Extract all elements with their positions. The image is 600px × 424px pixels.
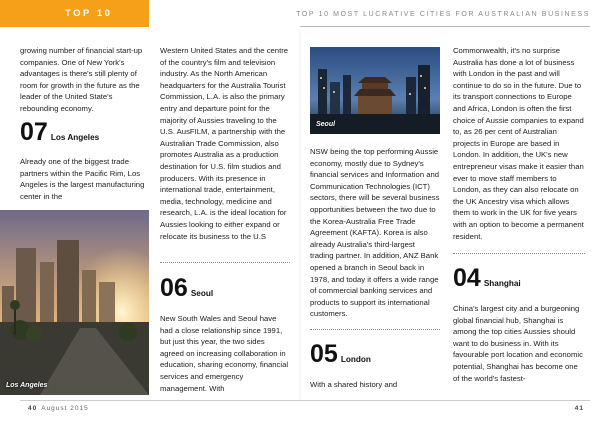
section-city: Seoul — [190, 289, 214, 298]
column-1-top-text: growing number of financial start-up companies. One of New York's advantages is there's still plenty of room for growth in the future as the leader of the United State's rebounding economy. — [20, 46, 143, 113]
page-gutter — [299, 30, 301, 400]
column-2-bottom-text: New South Wales and Seoul have had a close relationship since 1991, but just this year, the two sides agreed on increasing collaboration in education, sharing economy, financial services and emergency management. With — [160, 314, 289, 393]
section-divider — [453, 253, 585, 254]
column-4-top-text: Commonwealth, it's no surprise Australia has done a lot of business with London in the past and will continue to do so in the future. Due to its transport connections to Europe and Africa, London is often the first choice of Aussie companies to expand to, as 26 per cent of Australian projects in Europe are based in London. In addition, the UK's new entrepreneur visas make it easier than ever to move staff members to London, as they can also relocate on the UK Ancestry visa which allows them to work in the UK for five years with an option to become a permanent resident. — [453, 46, 584, 241]
section-number: 05 — [310, 340, 338, 368]
section-city: Shanghai — [483, 279, 521, 288]
column-3-bottom-text: With a shared history and — [310, 380, 398, 389]
section-divider — [310, 329, 440, 330]
section-number: 06 — [160, 274, 188, 302]
footer-rule — [20, 400, 590, 401]
section-tab: TOP 10 — [0, 0, 149, 27]
issue-date: August 2015 — [41, 405, 89, 412]
section-number: 04 — [453, 264, 481, 292]
running-title: TOP 10 MOST LUCRATIVE CITIES FOR AUSTRALIAN BUSINESS — [296, 11, 590, 18]
folio-left — [28, 405, 89, 412]
photo-caption: Seoul — [316, 121, 336, 128]
section-number: 07 — [20, 118, 48, 146]
heading-06 — [160, 276, 213, 301]
heading-07 — [20, 120, 99, 145]
heading-04 — [453, 266, 521, 291]
heading-05 — [310, 342, 371, 367]
section-city: Los Angeles — [50, 133, 100, 142]
page-number-left: 40 — [28, 405, 38, 412]
column-2-top-text: Western United States and the centre of the country's film and television industry. As the North American headquarters for the Australia Tourist Commission, L.A. is also the primary entry and departure point for the majority of Aussies traveling to the U.S. AusFILM, a partnership with the Australian Trade Commission, also promotes Australia as a production destination for U.S. film studios and producers. With its presence in international trade, entertainment, media, technology, medicine and research, L.A. is the ideal location for Aussies looking to either expand or relocate its business to the U.S — [160, 46, 289, 241]
page-number-right: 41 — [574, 405, 584, 412]
photo-caption: Los Angeles — [6, 382, 48, 389]
column-1-bottom-text: Already one of the biggest trade partners within the Pacific Rim, Los Angeles is the largest manufacturing center in the — [20, 157, 145, 201]
section-city: London — [340, 355, 371, 364]
los-angeles-photo — [0, 210, 149, 395]
column-4-bottom-text: China's largest city and a burgeoning global financial hub, Shanghai is among the top cities Aussies should want to do business in. With its favourable port location and economic potential, Shanghai has become one of the world's fastest- — [453, 304, 583, 383]
column-3-top-text: NSW being the top performing Aussie economy, mostly due to Sydney's financial services and Information and Communication Technologies (ICT) sectors, there will be several business opportunities between the two due to the Korea-Australia Free Trade Agreement (KAFTA). Korea is also already Australia's third-largest trading partner. In addition, ANZ Bank opened a branch in Seoul back in 1978, and today it offers a wide range of commercial banking services and products to support its international customers. — [310, 147, 440, 319]
section-divider — [160, 262, 290, 263]
seoul-photo — [310, 47, 440, 134]
header-rule — [300, 26, 590, 27]
